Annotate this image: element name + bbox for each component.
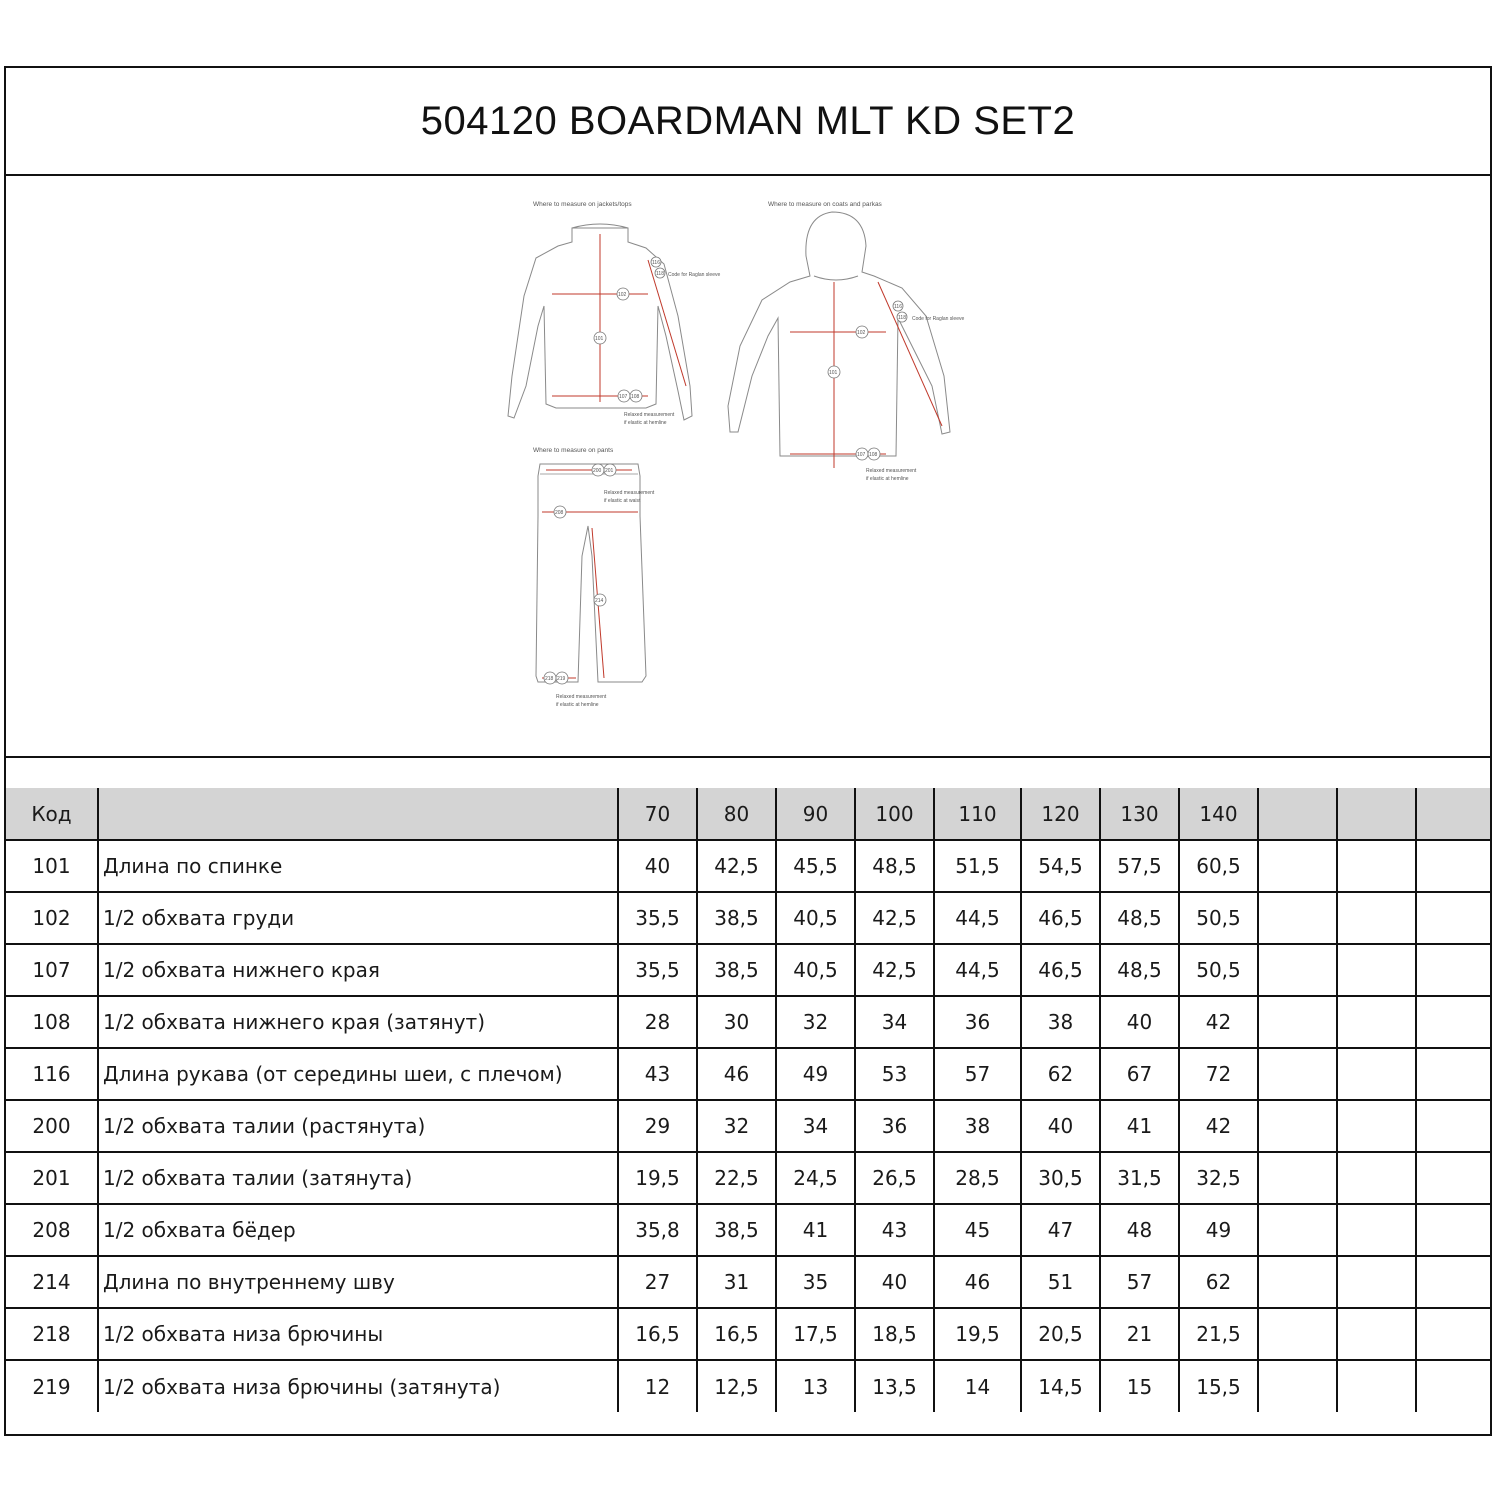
- row-code: 108: [6, 996, 98, 1048]
- jacket-code-102: 102: [618, 292, 627, 298]
- row-value: 31: [697, 1256, 776, 1308]
- row-value: 42: [1179, 996, 1258, 1048]
- table-body: [6, 840, 1490, 1412]
- row-value: 14,5: [1021, 1360, 1100, 1412]
- row-measurement-name: 1/2 обхвата талии (затянута): [98, 1152, 618, 1204]
- row-value: 16,5: [697, 1308, 776, 1360]
- measurement-diagram: [6, 176, 1490, 758]
- row-measurement-name: 1/2 обхвата низа брючины (затянута): [98, 1360, 618, 1412]
- coat-diagram: [728, 201, 964, 482]
- row-value: [1337, 1152, 1416, 1204]
- spacer-row: [6, 758, 1490, 790]
- row-value: [1416, 1152, 1490, 1204]
- row-value: 40: [618, 840, 697, 892]
- row-value: [1416, 1256, 1490, 1308]
- size-header-100: 100: [855, 788, 934, 840]
- row-value: 57: [1100, 1256, 1179, 1308]
- row-value: [1337, 1256, 1416, 1308]
- row-value: 57,5: [1100, 840, 1179, 892]
- row-value: 62: [1021, 1048, 1100, 1100]
- row-value: [1416, 892, 1490, 944]
- row-value: [1416, 1100, 1490, 1152]
- row-value: 50,5: [1179, 944, 1258, 996]
- row-value: [1258, 996, 1337, 1048]
- row-value: 27: [618, 1256, 697, 1308]
- row-value: [1337, 1360, 1416, 1412]
- pants-code-218: 218: [545, 676, 554, 682]
- coat-relaxed-note-1: Relaxed measurement: [866, 468, 917, 474]
- row-value: [1337, 840, 1416, 892]
- row-value: 60,5: [1179, 840, 1258, 892]
- pants-code-200: 200: [593, 468, 602, 474]
- row-value: 36: [934, 996, 1021, 1048]
- row-value: 28,5: [934, 1152, 1021, 1204]
- row-value: 72: [1179, 1048, 1258, 1100]
- coat-code-108: 108: [869, 452, 878, 458]
- coat-code-107: 107: [857, 452, 866, 458]
- size-header-blank-8: [1258, 788, 1337, 840]
- jacket-relaxed-note-2: if elastic at hemline: [624, 420, 667, 426]
- row-value: 14: [934, 1360, 1021, 1412]
- coat-raglan-note: Code for Raglan sleeve: [912, 316, 965, 322]
- row-value: [1416, 1360, 1490, 1412]
- pants-code-219: 219: [557, 676, 566, 682]
- row-measurement-name: 1/2 обхвата груди: [98, 892, 618, 944]
- row-value: 15: [1100, 1360, 1179, 1412]
- title-row: [6, 68, 1490, 176]
- table-row: [6, 1100, 1490, 1152]
- table-row: [6, 996, 1490, 1048]
- row-value: 48: [1100, 1204, 1179, 1256]
- pants-relaxed-waist-2: if elastic at waist: [604, 498, 641, 504]
- coat-caption: Where to measure on coats and parkas: [768, 201, 882, 208]
- size-header-blank-10: [1416, 788, 1490, 840]
- row-value: 41: [776, 1204, 855, 1256]
- row-measurement-name: Длина рукава (от середины шеи, с плечом): [98, 1048, 618, 1100]
- jacket-code-108: 108: [631, 394, 640, 400]
- row-value: 35,8: [618, 1204, 697, 1256]
- size-header-blank-9: [1337, 788, 1416, 840]
- coat-code-118: 118: [898, 315, 906, 321]
- row-value: 16,5: [618, 1308, 697, 1360]
- row-value: 43: [618, 1048, 697, 1100]
- jacket-code-107: 107: [619, 394, 628, 400]
- row-value: 38,5: [697, 1204, 776, 1256]
- row-value: 13,5: [855, 1360, 934, 1412]
- size-header-70: 70: [618, 788, 697, 840]
- row-value: 21: [1100, 1308, 1179, 1360]
- table-row: [6, 1308, 1490, 1360]
- table-row: [6, 1204, 1490, 1256]
- coat-relaxed-note-2: if elastic at hemline: [866, 476, 909, 482]
- coat-hood-opening: [814, 276, 858, 280]
- size-header-110: 110: [934, 788, 1021, 840]
- pants-relaxed-hem-1: Relaxed measurement: [556, 694, 607, 700]
- table-row: [6, 1360, 1490, 1412]
- pants-caption: Where to measure on pants: [533, 447, 614, 454]
- row-value: 19,5: [934, 1308, 1021, 1360]
- row-value: 42,5: [855, 892, 934, 944]
- row-value: [1337, 1100, 1416, 1152]
- coat-code-102: 102: [857, 330, 866, 336]
- row-value: 31,5: [1100, 1152, 1179, 1204]
- jacket-code-118: 118: [656, 271, 664, 277]
- row-value: 35,5: [618, 944, 697, 996]
- row-code: 107: [6, 944, 98, 996]
- row-value: 18,5: [855, 1308, 934, 1360]
- row-value: 28: [618, 996, 697, 1048]
- row-value: 45: [934, 1204, 1021, 1256]
- size-header-120: 120: [1021, 788, 1100, 840]
- table-row: [6, 892, 1490, 944]
- row-value: 32: [776, 996, 855, 1048]
- table-row: [6, 1256, 1490, 1308]
- pants-outline: [536, 464, 646, 682]
- row-value: [1258, 1048, 1337, 1100]
- pants-diagram: [533, 447, 655, 708]
- row-value: 54,5: [1021, 840, 1100, 892]
- coat-code-116: 116: [894, 304, 902, 310]
- row-code: 102: [6, 892, 98, 944]
- row-measurement-name: 1/2 обхвата нижнего края: [98, 944, 618, 996]
- row-code: 219: [6, 1360, 98, 1412]
- size-header-130: 130: [1100, 788, 1179, 840]
- jacket-caption: Where to measure on jackets/tops: [533, 201, 632, 208]
- table-row: [6, 944, 1490, 996]
- row-value: [1258, 1204, 1337, 1256]
- row-value: 22,5: [697, 1152, 776, 1204]
- row-value: [1258, 944, 1337, 996]
- row-value: 62: [1179, 1256, 1258, 1308]
- row-value: [1258, 1256, 1337, 1308]
- row-value: 45,5: [776, 840, 855, 892]
- row-value: [1258, 892, 1337, 944]
- row-value: [1258, 840, 1337, 892]
- row-value: 40: [1100, 996, 1179, 1048]
- row-value: 67: [1100, 1048, 1179, 1100]
- measurement-diagram-svg: [6, 176, 1490, 756]
- pants-code-214: 214: [595, 598, 604, 604]
- row-value: 38,5: [697, 944, 776, 996]
- row-value: [1258, 1152, 1337, 1204]
- row-value: 49: [776, 1048, 855, 1100]
- row-code: 116: [6, 1048, 98, 1100]
- coat-sleeve-line: [878, 282, 942, 426]
- row-value: 30: [697, 996, 776, 1048]
- row-code: 208: [6, 1204, 98, 1256]
- row-value: 48,5: [855, 840, 934, 892]
- row-value: 20,5: [1021, 1308, 1100, 1360]
- row-value: 40,5: [776, 944, 855, 996]
- jacket-code-116: 116: [652, 260, 660, 266]
- row-code: 200: [6, 1100, 98, 1152]
- row-value: 51,5: [934, 840, 1021, 892]
- row-value: [1416, 944, 1490, 996]
- row-value: 19,5: [618, 1152, 697, 1204]
- size-header-80: 80: [697, 788, 776, 840]
- row-measurement-name: Длина по спинке: [98, 840, 618, 892]
- row-measurement-name: 1/2 обхвата талии (растянута): [98, 1100, 618, 1152]
- row-value: 12: [618, 1360, 697, 1412]
- row-value: [1337, 1308, 1416, 1360]
- row-value: 26,5: [855, 1152, 934, 1204]
- row-value: [1416, 996, 1490, 1048]
- pants-code-201: 201: [605, 468, 614, 474]
- coat-outline: [728, 212, 950, 456]
- size-table: [6, 788, 1490, 1412]
- row-value: 38,5: [697, 892, 776, 944]
- row-value: 51: [1021, 1256, 1100, 1308]
- row-value: 13: [776, 1360, 855, 1412]
- row-value: 41: [1100, 1100, 1179, 1152]
- table-header-row: [6, 788, 1490, 840]
- table-row: [6, 840, 1490, 892]
- code-header: Код: [6, 788, 98, 840]
- row-value: 49: [1179, 1204, 1258, 1256]
- row-value: [1258, 1360, 1337, 1412]
- row-measurement-name: 1/2 обхвата низа брючины: [98, 1308, 618, 1360]
- row-value: 21,5: [1179, 1308, 1258, 1360]
- row-value: 53: [855, 1048, 934, 1100]
- row-value: 44,5: [934, 892, 1021, 944]
- row-value: 35,5: [618, 892, 697, 944]
- row-value: 46: [934, 1256, 1021, 1308]
- row-value: 40: [1021, 1100, 1100, 1152]
- size-chart-sheet: [4, 66, 1492, 1436]
- row-value: 38: [1021, 996, 1100, 1048]
- row-value: [1337, 996, 1416, 1048]
- row-value: 48,5: [1100, 892, 1179, 944]
- row-code: 218: [6, 1308, 98, 1360]
- row-value: 46,5: [1021, 892, 1100, 944]
- jacket-diagram: [508, 201, 720, 426]
- row-value: 40,5: [776, 892, 855, 944]
- row-value: [1337, 1048, 1416, 1100]
- row-value: 36: [855, 1100, 934, 1152]
- row-value: 48,5: [1100, 944, 1179, 996]
- row-measurement-name: 1/2 обхвата нижнего края (затянут): [98, 996, 618, 1048]
- row-value: [1258, 1100, 1337, 1152]
- row-value: 15,5: [1179, 1360, 1258, 1412]
- row-value: 46,5: [1021, 944, 1100, 996]
- row-value: 57: [934, 1048, 1021, 1100]
- row-value: [1337, 944, 1416, 996]
- row-value: 35: [776, 1256, 855, 1308]
- jacket-collar: [572, 224, 628, 228]
- row-value: 42,5: [697, 840, 776, 892]
- row-value: [1258, 1308, 1337, 1360]
- table-row: [6, 1048, 1490, 1100]
- row-value: 24,5: [776, 1152, 855, 1204]
- jacket-raglan-note: Code for Raglan sleeve: [668, 272, 721, 278]
- row-value: 29: [618, 1100, 697, 1152]
- row-value: 38: [934, 1100, 1021, 1152]
- row-value: 46: [697, 1048, 776, 1100]
- row-value: 40: [855, 1256, 934, 1308]
- row-value: 42,5: [855, 944, 934, 996]
- row-value: 34: [776, 1100, 855, 1152]
- row-value: 34: [855, 996, 934, 1048]
- row-measurement-name: 1/2 обхвата бёдер: [98, 1204, 618, 1256]
- row-measurement-name: Длина по внутреннему шву: [98, 1256, 618, 1308]
- row-value: 47: [1021, 1204, 1100, 1256]
- row-value: [1416, 840, 1490, 892]
- size-header-90: 90: [776, 788, 855, 840]
- jacket-relaxed-note-1: Relaxed measurement: [624, 412, 675, 418]
- table-row: [6, 1152, 1490, 1204]
- row-value: [1337, 892, 1416, 944]
- jacket-sleeve-line: [648, 260, 686, 386]
- row-value: [1416, 1204, 1490, 1256]
- row-value: 12,5: [697, 1360, 776, 1412]
- row-value: 50,5: [1179, 892, 1258, 944]
- row-code: 101: [6, 840, 98, 892]
- row-code: 214: [6, 1256, 98, 1308]
- row-code: 201: [6, 1152, 98, 1204]
- pants-relaxed-waist-1: Relaxed measurement: [604, 490, 655, 496]
- row-value: [1416, 1308, 1490, 1360]
- jacket-code-101: 101: [595, 336, 604, 342]
- row-value: [1337, 1204, 1416, 1256]
- name-header: [98, 788, 618, 840]
- size-header-140: 140: [1179, 788, 1258, 840]
- row-value: 32: [697, 1100, 776, 1152]
- row-value: [1416, 1048, 1490, 1100]
- row-value: 30,5: [1021, 1152, 1100, 1204]
- row-value: 43: [855, 1204, 934, 1256]
- row-value: 42: [1179, 1100, 1258, 1152]
- pants-code-208: 208: [555, 510, 564, 516]
- coat-code-101: 101: [829, 370, 838, 376]
- pants-relaxed-hem-2: if elastic at hemline: [556, 702, 599, 708]
- row-value: 32,5: [1179, 1152, 1258, 1204]
- row-value: 17,5: [776, 1308, 855, 1360]
- row-value: 44,5: [934, 944, 1021, 996]
- chart-title: 504120 BOARDMAN MLT KD SET2: [420, 98, 1076, 143]
